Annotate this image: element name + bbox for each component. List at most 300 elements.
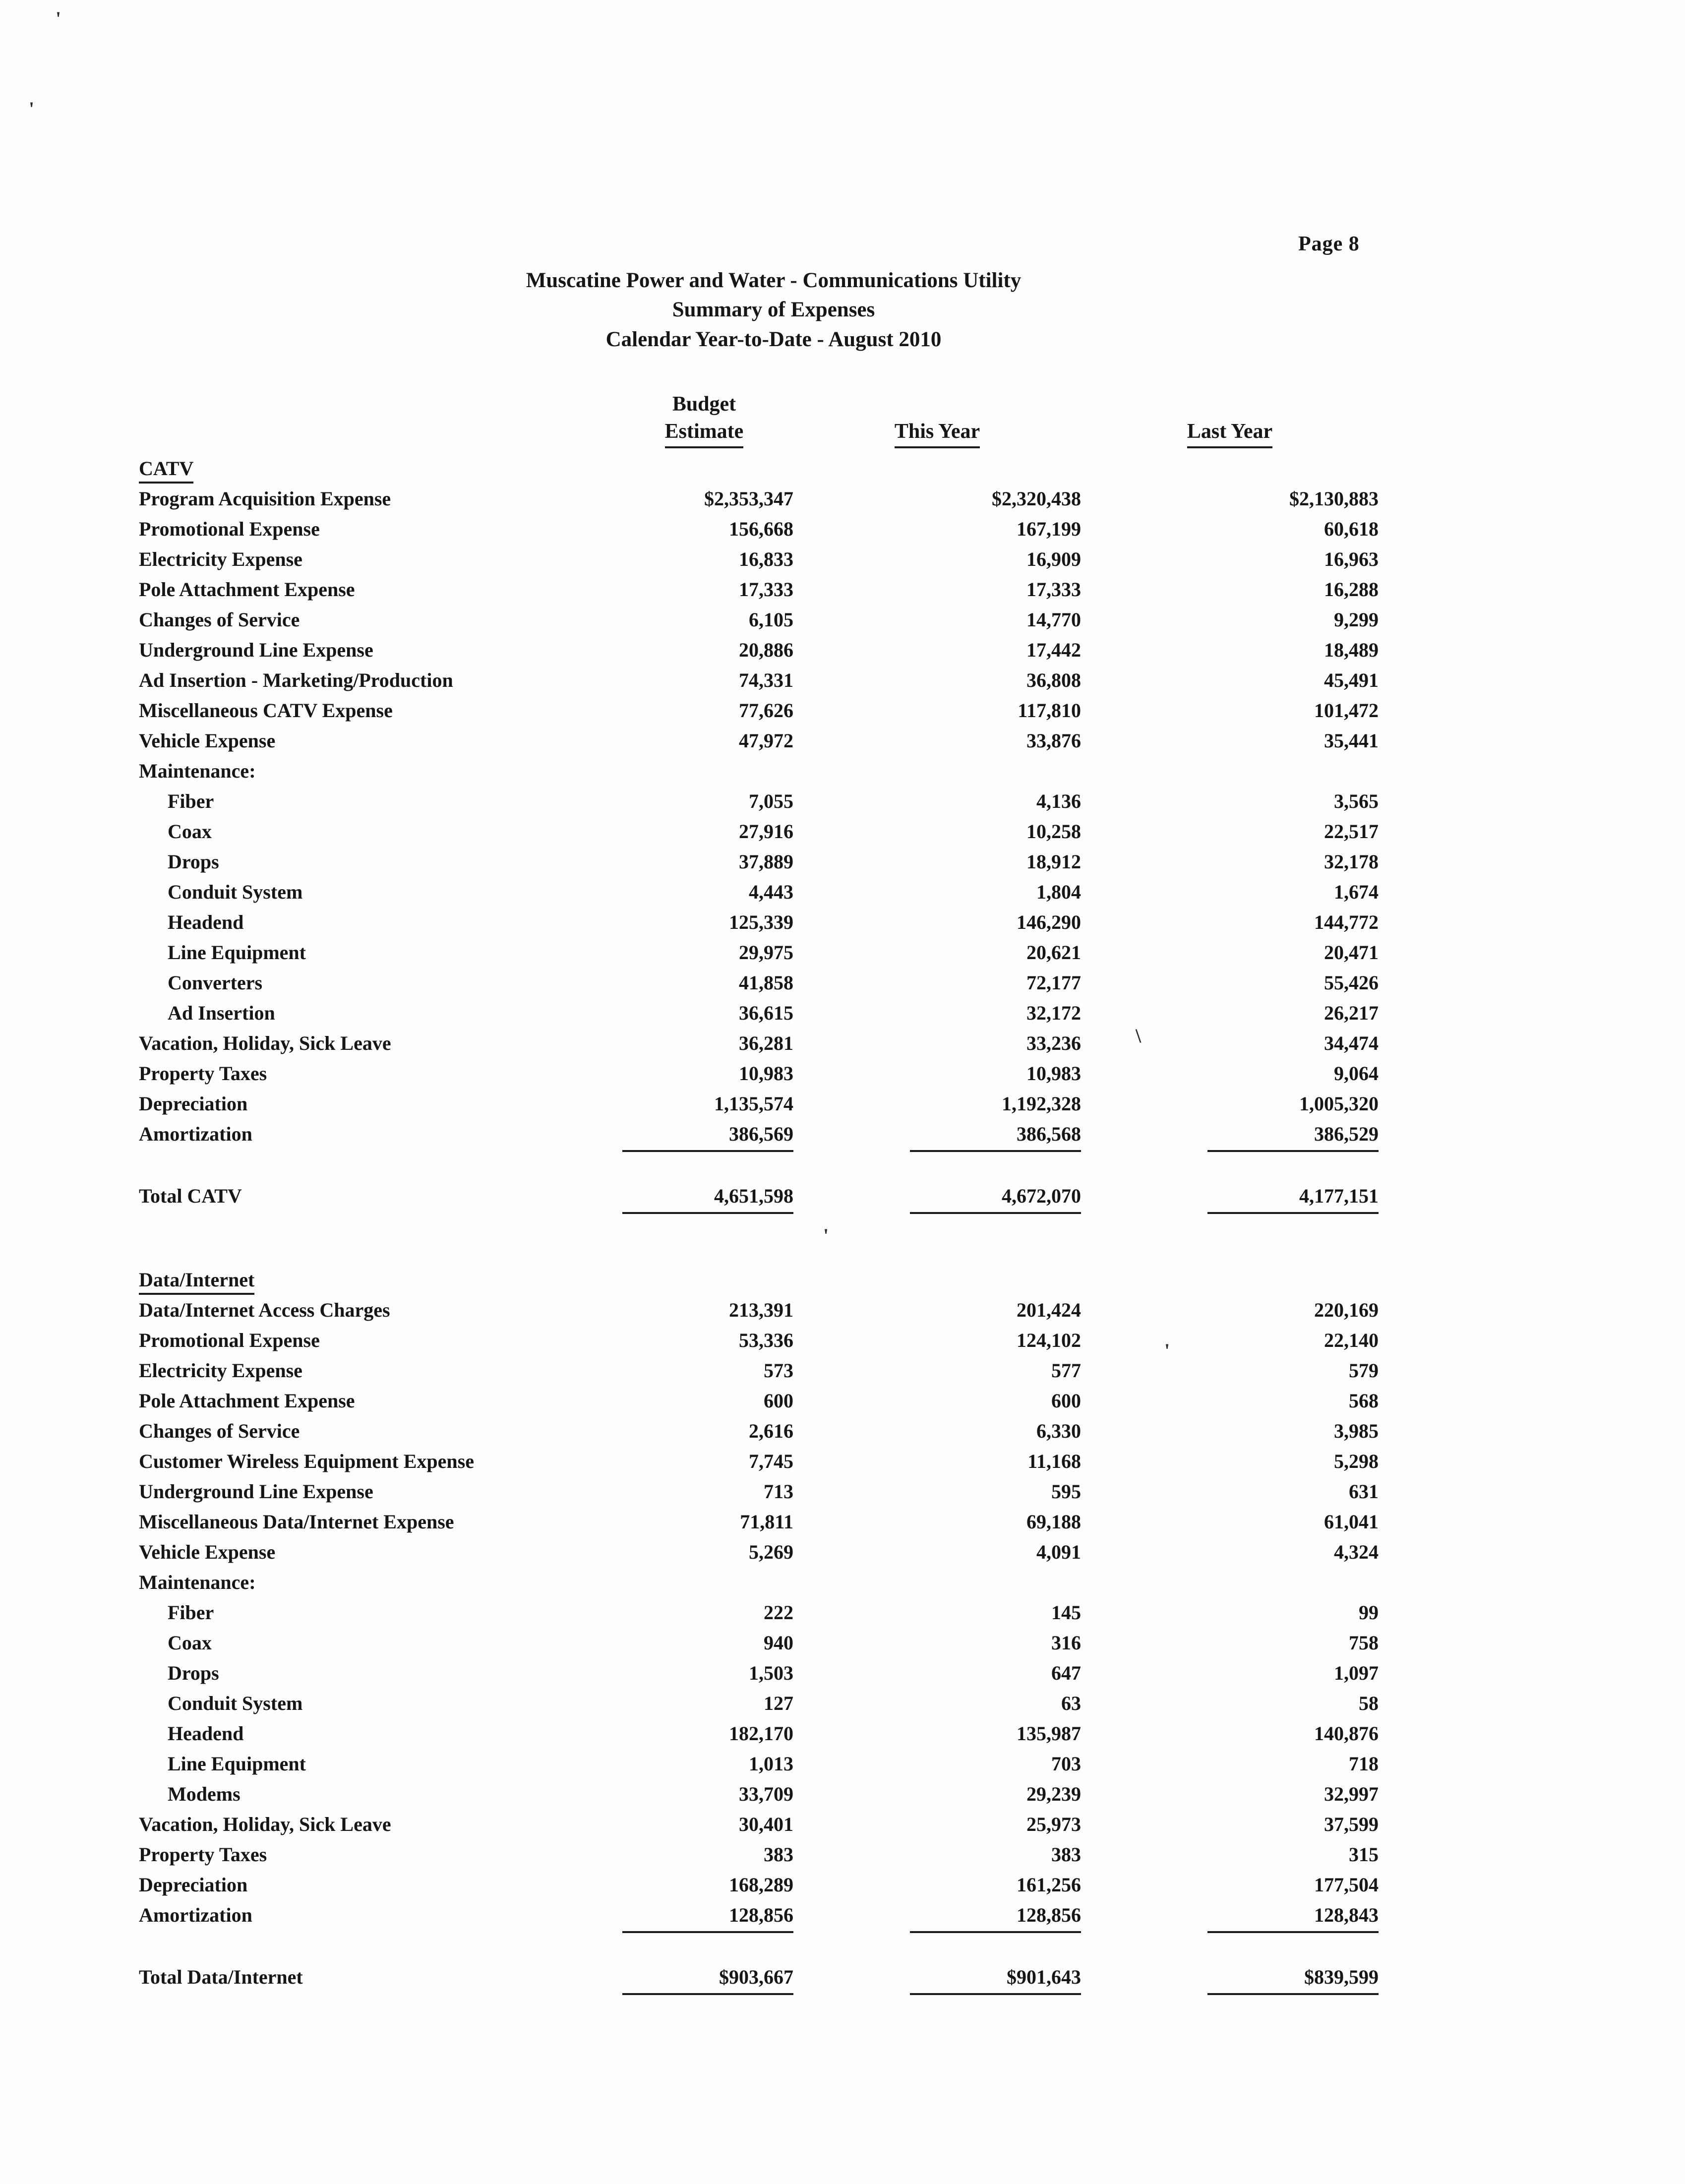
value-this-year [793, 1355, 1081, 1386]
row-label-cell [139, 1870, 615, 1900]
value-this-year-text: 647 [1051, 1662, 1081, 1685]
value-last-year [1081, 1900, 1379, 1934]
value-last-year-text: 128,843 [1207, 1903, 1379, 1933]
row-label: Property Taxes [139, 1843, 267, 1866]
value-budget-text: 600 [764, 1390, 793, 1412]
value-last-year [1081, 1507, 1379, 1537]
column-header-budget-estimate [615, 391, 793, 448]
table-row [139, 1597, 1388, 1628]
table-row [139, 1839, 1388, 1870]
value-this-year-text: 11,168 [1027, 1450, 1081, 1473]
row-label: Converters [168, 971, 263, 994]
row-label-cell [139, 816, 615, 847]
value-budget-text: 4,443 [749, 881, 793, 904]
row-label-cell [139, 1779, 615, 1809]
value-this-year-text: 128,856 [910, 1903, 1081, 1933]
row-spacer [139, 1153, 1388, 1181]
value-this-year [793, 1809, 1081, 1839]
table-row [139, 1325, 1388, 1355]
value-this-year [793, 1749, 1081, 1779]
value-this-year [793, 1476, 1081, 1507]
value-this-year [793, 1597, 1081, 1628]
value-budget-text: 17,333 [739, 578, 793, 601]
value-this-year-text: 135,987 [1017, 1722, 1081, 1745]
table-row [139, 786, 1388, 816]
value-budget-text: 168,289 [729, 1874, 793, 1896]
title-line-report: Summary of Expenses [672, 298, 875, 322]
value-last-year-text: 1,097 [1334, 1662, 1379, 1685]
total-budget [615, 1181, 793, 1215]
value-last-year-text: $2,130,883 [1289, 487, 1379, 510]
row-label-cell [139, 786, 615, 816]
table-row [139, 695, 1388, 726]
value-budget [615, 1295, 793, 1325]
value-budget-text: 2,616 [749, 1420, 793, 1443]
row-label: Changes of Service [139, 608, 300, 631]
value-last-year-text: 4,324 [1334, 1541, 1379, 1564]
value-this-year [793, 514, 1081, 544]
row-label: Data/Internet Access Charges [139, 1299, 390, 1322]
value-budget-text: 16,833 [739, 548, 793, 571]
table-row [139, 544, 1388, 574]
value-last-year [1081, 1325, 1379, 1355]
table-row [139, 1119, 1388, 1153]
value-budget [615, 1089, 793, 1119]
table-row [139, 635, 1388, 665]
value-budget-text: 6,105 [749, 608, 793, 631]
value-this-year [793, 1567, 1081, 1597]
value-last-year [1081, 1628, 1379, 1658]
value-budget-text: 1,135,574 [714, 1092, 793, 1115]
value-last-year-text: 16,963 [1324, 548, 1379, 571]
value-this-year-text: 161,256 [1017, 1874, 1081, 1896]
value-this-year-text: 4,091 [1036, 1541, 1081, 1564]
value-budget [615, 1446, 793, 1476]
value-last-year-text: 177,504 [1314, 1874, 1379, 1896]
value-budget [615, 665, 793, 695]
table-row [139, 1567, 1388, 1597]
table-row [139, 1628, 1388, 1658]
value-this-year [793, 605, 1081, 635]
row-label: Ad Insertion [168, 1002, 275, 1025]
row-label: Depreciation [139, 1092, 248, 1115]
value-last-year [1081, 574, 1379, 605]
section-spacer [139, 1215, 1388, 1263]
value-budget [615, 1028, 793, 1058]
value-budget [615, 1839, 793, 1870]
value-budget-text: 77,626 [739, 699, 793, 722]
row-label-cell [139, 695, 615, 726]
value-budget-text: 53,336 [739, 1329, 793, 1352]
table-row [139, 1476, 1388, 1507]
value-budget [615, 1597, 793, 1628]
document-title [139, 266, 1408, 354]
row-label-cell [139, 998, 615, 1028]
value-this-year-text: 63 [1061, 1692, 1081, 1715]
table-row [139, 1900, 1388, 1934]
value-budget [615, 514, 793, 544]
row-label-cell [139, 665, 615, 695]
column-header-budget-line2: Estimate [665, 418, 744, 449]
value-this-year [793, 1900, 1081, 1934]
row-label: Maintenance: [139, 1571, 256, 1594]
value-this-year-text: 25,973 [1026, 1813, 1081, 1836]
table-row [139, 1386, 1388, 1416]
row-label-cell [139, 1325, 615, 1355]
value-last-year-text: 18,489 [1324, 639, 1379, 662]
row-label-cell [139, 877, 615, 907]
value-this-year [793, 726, 1081, 756]
value-last-year [1081, 1597, 1379, 1628]
value-this-year [793, 1507, 1081, 1537]
table-row [139, 514, 1388, 544]
value-last-year [1081, 1446, 1379, 1476]
row-label-cell [139, 847, 615, 877]
value-budget [615, 1749, 793, 1779]
table-row [139, 605, 1388, 635]
row-label: Amortization [139, 1123, 252, 1146]
value-this-year-text: 595 [1051, 1480, 1081, 1503]
value-last-year-text: 22,517 [1324, 820, 1379, 843]
value-last-year [1081, 695, 1379, 726]
value-budget [615, 1476, 793, 1507]
value-budget-text: 222 [764, 1601, 793, 1624]
total-this-year-text: 4,672,070 [910, 1184, 1081, 1214]
table-row [139, 665, 1388, 695]
value-budget [615, 1870, 793, 1900]
total-budget-text: $903,667 [622, 1965, 793, 1995]
value-this-year-text: 145 [1051, 1601, 1081, 1624]
value-budget-text: 383 [764, 1843, 793, 1866]
value-last-year [1081, 1688, 1379, 1718]
value-this-year-text: 146,290 [1017, 911, 1081, 934]
total-this-year-text: $901,643 [910, 1965, 1081, 1995]
value-last-year-text: 34,474 [1324, 1032, 1379, 1055]
value-budget-text: 156,668 [729, 518, 793, 541]
row-label-cell [139, 1119, 615, 1153]
row-label: Maintenance: [139, 760, 256, 783]
title-line-period: Calendar Year-to-Date - August 2010 [605, 327, 942, 351]
value-this-year [793, 1688, 1081, 1718]
table-row [139, 1355, 1388, 1386]
value-last-year [1081, 665, 1379, 695]
table-row [139, 1688, 1388, 1718]
row-spacer [139, 1934, 1388, 1962]
value-this-year [793, 907, 1081, 937]
value-last-year [1081, 1839, 1379, 1870]
value-budget-text: 1,013 [749, 1753, 793, 1775]
value-last-year-text: 315 [1349, 1843, 1379, 1866]
total-budget-text: 4,651,598 [622, 1184, 793, 1214]
value-this-year [793, 1028, 1081, 1058]
total-label-cell [139, 1181, 615, 1215]
value-budget [615, 816, 793, 847]
value-budget-text: 1,503 [749, 1662, 793, 1685]
value-this-year-text: 32,172 [1026, 1002, 1081, 1025]
expenses-table [139, 391, 1388, 2044]
value-last-year [1081, 786, 1379, 816]
row-label: Conduit System [168, 1692, 303, 1715]
total-last-year-text: $839,599 [1207, 1965, 1379, 1995]
row-label: Electricity Expense [139, 548, 302, 571]
value-budget [615, 635, 793, 665]
value-this-year-text: 16,909 [1026, 548, 1081, 571]
value-budget [615, 1325, 793, 1355]
column-header-budget-line1: Budget [672, 393, 736, 416]
value-this-year [793, 968, 1081, 998]
value-last-year [1081, 937, 1379, 968]
value-budget-text: 41,858 [739, 971, 793, 994]
row-label-cell [139, 1537, 615, 1567]
table-sections [139, 453, 1388, 2044]
row-label-cell [139, 1628, 615, 1658]
row-label-cell [139, 1839, 615, 1870]
row-label-cell [139, 1386, 615, 1416]
value-this-year [793, 544, 1081, 574]
value-this-year [793, 937, 1081, 968]
value-budget-text: 386,569 [622, 1122, 793, 1152]
value-budget [615, 998, 793, 1028]
value-this-year-text: 36,808 [1026, 669, 1081, 692]
value-budget-text: 213,391 [729, 1299, 793, 1322]
row-label-cell [139, 968, 615, 998]
scan-artifact: ' [29, 98, 35, 120]
value-last-year-text: 1,674 [1334, 881, 1379, 904]
row-label-cell [139, 1416, 615, 1446]
value-budget-text: 7,745 [749, 1450, 793, 1473]
total-label: Total CATV [139, 1185, 242, 1208]
row-label-cell [139, 907, 615, 937]
row-label: Electricity Expense [139, 1359, 302, 1382]
value-last-year [1081, 1809, 1379, 1839]
table-row [139, 877, 1388, 907]
row-label-cell [139, 1900, 615, 1934]
value-this-year-text: 33,876 [1026, 729, 1081, 752]
section-name: Data/Internet [139, 1269, 254, 1295]
value-this-year [793, 1839, 1081, 1870]
scan-artifact: ' [56, 7, 61, 30]
value-budget [615, 1416, 793, 1446]
row-label-cell [139, 1355, 615, 1386]
section-title-cell [139, 1265, 615, 1295]
value-last-year-text: 35,441 [1324, 729, 1379, 752]
value-this-year [793, 665, 1081, 695]
total-last-year [1081, 1962, 1379, 1996]
value-this-year [793, 756, 1081, 786]
value-last-year [1081, 847, 1379, 877]
value-last-year-text: 1,005,320 [1299, 1092, 1379, 1115]
value-budget [615, 1386, 793, 1416]
value-this-year [793, 1537, 1081, 1567]
value-last-year-text: 16,288 [1324, 578, 1379, 601]
table-row [139, 1507, 1388, 1537]
value-this-year-text: 117,810 [1018, 699, 1081, 722]
total-this-year [793, 1962, 1081, 1996]
value-last-year-text: 718 [1349, 1753, 1379, 1775]
value-budget [615, 937, 793, 968]
value-budget-text: $2,353,347 [704, 487, 793, 510]
value-budget [615, 877, 793, 907]
value-last-year [1081, 1089, 1379, 1119]
value-budget [615, 907, 793, 937]
row-label: Promotional Expense [139, 518, 320, 541]
value-this-year-text: 316 [1051, 1632, 1081, 1654]
value-budget-text: 20,886 [739, 639, 793, 662]
row-label: Amortization [139, 1904, 252, 1927]
value-this-year-text: 18,912 [1026, 850, 1081, 873]
value-this-year [793, 1295, 1081, 1325]
value-last-year-text: 55,426 [1324, 971, 1379, 994]
table-row [139, 1809, 1388, 1839]
value-this-year [793, 998, 1081, 1028]
row-label: Fiber [168, 1601, 214, 1624]
value-last-year [1081, 514, 1379, 544]
row-label-cell [139, 1476, 615, 1507]
value-this-year-text: $2,320,438 [992, 487, 1081, 510]
value-last-year [1081, 998, 1379, 1028]
row-label: Customer Wireless Equipment Expense [139, 1450, 474, 1473]
scan-artifact: \ [1136, 1025, 1142, 1047]
value-budget [615, 1537, 793, 1567]
row-label: Ad Insertion - Marketing/Production [139, 669, 453, 692]
row-label: Headend [168, 911, 244, 934]
value-budget [615, 1718, 793, 1749]
table-row [139, 1537, 1388, 1567]
table-row [139, 1089, 1388, 1119]
total-row [139, 1181, 1388, 1215]
value-budget [615, 847, 793, 877]
value-last-year [1081, 1355, 1379, 1386]
value-last-year-text: 220,169 [1314, 1299, 1379, 1322]
row-label-cell [139, 635, 615, 665]
value-budget-text: 10,983 [739, 1062, 793, 1085]
row-label: Vehicle Expense [139, 729, 276, 752]
value-this-year-text: 124,102 [1017, 1329, 1081, 1352]
value-last-year-text: 386,529 [1207, 1122, 1379, 1152]
total-budget [615, 1962, 793, 1996]
value-this-year-text: 17,333 [1026, 578, 1081, 601]
table-row [139, 484, 1388, 514]
row-label: Changes of Service [139, 1420, 300, 1443]
value-last-year-text: 26,217 [1324, 1002, 1379, 1025]
value-this-year [793, 1870, 1081, 1900]
value-budget-text: 37,889 [739, 850, 793, 873]
table-row [139, 756, 1388, 786]
value-last-year-text: 144,772 [1314, 911, 1379, 934]
value-budget [615, 1779, 793, 1809]
value-this-year-text: 1,192,328 [1002, 1092, 1081, 1115]
row-label-cell [139, 1507, 615, 1537]
row-label: Conduit System [168, 881, 303, 904]
value-budget [615, 1628, 793, 1658]
value-budget-text: 29,975 [739, 941, 793, 964]
value-budget-text: 5,269 [749, 1541, 793, 1564]
value-budget-text: 36,615 [739, 1002, 793, 1025]
value-budget [615, 544, 793, 574]
row-label-cell [139, 1658, 615, 1688]
value-last-year [1081, 1749, 1379, 1779]
value-last-year-text: 5,298 [1334, 1450, 1379, 1473]
value-last-year-text: 22,140 [1324, 1329, 1379, 1352]
value-last-year-text: 9,064 [1334, 1062, 1379, 1085]
table-row [139, 847, 1388, 877]
value-this-year-text: 600 [1051, 1390, 1081, 1412]
value-budget [615, 786, 793, 816]
value-budget-text: 30,401 [739, 1813, 793, 1836]
value-budget [615, 1809, 793, 1839]
value-last-year [1081, 484, 1379, 514]
value-last-year [1081, 1119, 1379, 1153]
value-this-year [793, 1325, 1081, 1355]
value-this-year-text: 386,568 [910, 1122, 1081, 1152]
total-last-year-text: 4,177,151 [1207, 1184, 1379, 1214]
value-last-year [1081, 635, 1379, 665]
row-label: Vacation, Holiday, Sick Leave [139, 1032, 391, 1055]
value-budget-text: 47,972 [739, 729, 793, 752]
row-label-cell [139, 1028, 615, 1058]
table-row [139, 1658, 1388, 1688]
value-last-year [1081, 1386, 1379, 1416]
value-this-year [793, 695, 1081, 726]
scan-artifact: ' [1164, 1339, 1170, 1362]
value-this-year-text: 201,424 [1017, 1299, 1081, 1322]
value-this-year [793, 847, 1081, 877]
value-last-year-text: 631 [1349, 1480, 1379, 1503]
value-this-year [793, 1058, 1081, 1089]
value-budget [615, 1900, 793, 1934]
table-row [139, 1028, 1388, 1058]
table-row [139, 1058, 1388, 1089]
row-label-cell [139, 1688, 615, 1718]
value-last-year-text: 579 [1349, 1359, 1379, 1382]
value-budget [615, 968, 793, 998]
value-this-year [793, 635, 1081, 665]
row-label-cell [139, 1597, 615, 1628]
value-budget [615, 1507, 793, 1537]
value-this-year [793, 786, 1081, 816]
value-last-year [1081, 605, 1379, 635]
table-row [139, 1718, 1388, 1749]
section-name: CATV [139, 457, 193, 484]
row-label: Vacation, Holiday, Sick Leave [139, 1813, 391, 1836]
row-label: Underground Line Expense [139, 1480, 373, 1503]
value-last-year-text: 99 [1359, 1601, 1379, 1624]
value-budget [615, 605, 793, 635]
value-budget [615, 574, 793, 605]
section-title-cell [139, 453, 615, 484]
row-label: Pole Attachment Expense [139, 578, 355, 601]
value-budget [615, 1355, 793, 1386]
row-label: Headend [168, 1722, 244, 1745]
value-last-year [1081, 1718, 1379, 1749]
value-this-year [793, 1119, 1081, 1153]
value-budget-text: 182,170 [729, 1722, 793, 1745]
page-number: Page 8 [1298, 233, 1360, 255]
table-row [139, 1779, 1388, 1809]
row-label: Property Taxes [139, 1062, 267, 1085]
row-label: Drops [168, 1662, 219, 1685]
value-last-year [1081, 1870, 1379, 1900]
row-label-cell [139, 726, 615, 756]
row-label-cell [139, 1749, 615, 1779]
value-last-year-text: 3,985 [1334, 1420, 1379, 1443]
value-budget-text: 74,331 [739, 669, 793, 692]
column-headers [139, 391, 1388, 451]
section-header [139, 453, 1388, 484]
table-row [139, 968, 1388, 998]
value-last-year-text: 101,472 [1314, 699, 1379, 722]
row-label-cell [139, 1295, 615, 1325]
